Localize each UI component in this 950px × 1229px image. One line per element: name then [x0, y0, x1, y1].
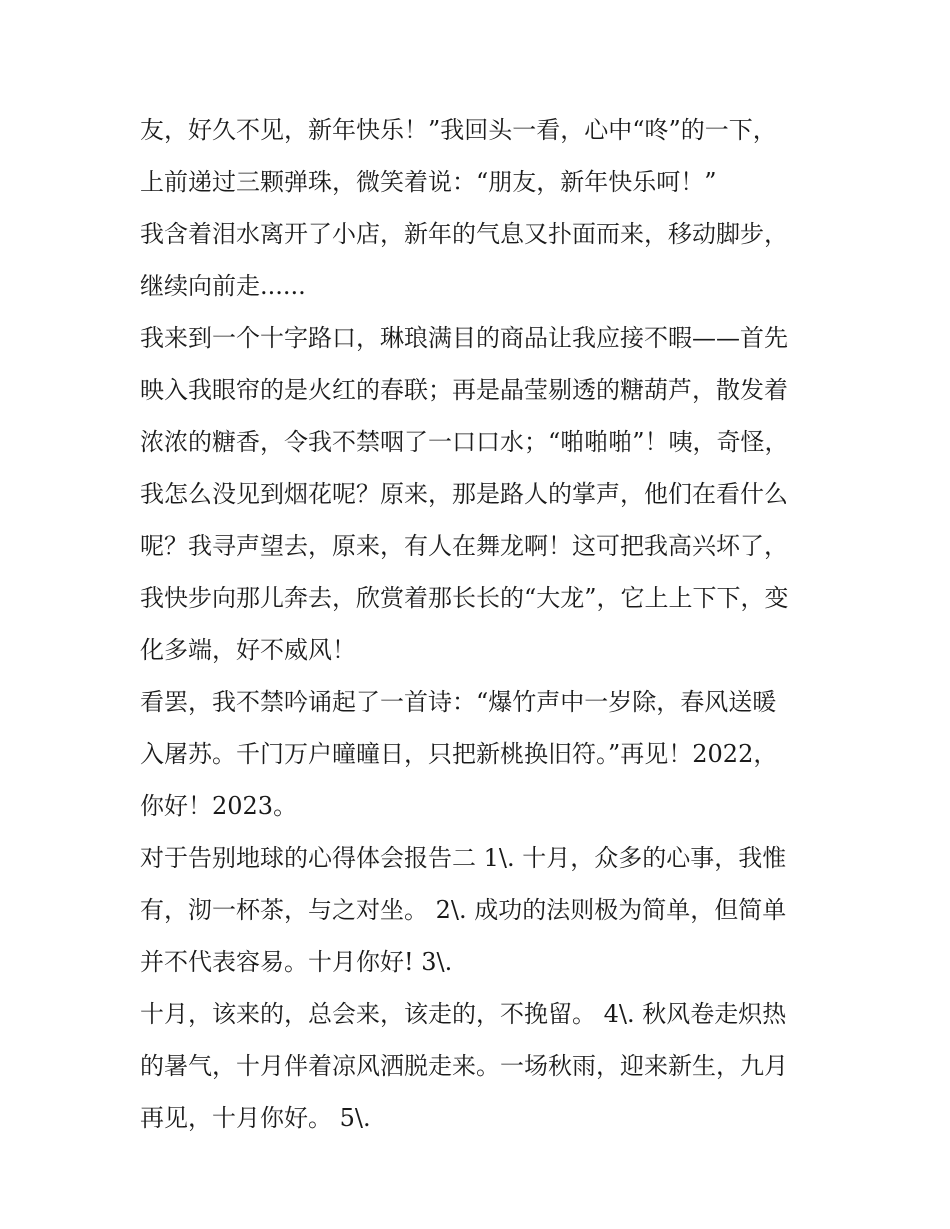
- text-line: 浓浓的糖香，令我不禁咽了一口口水；“啪啪啪”！咦，奇怪，: [140, 428, 789, 456]
- text-line: 映入我眼帘的是火红的春联；再是晶莹剔透的糖葫芦，散发着: [140, 376, 788, 404]
- text-line: 友，好久不见，新年快乐！”我回头一看，心中“咚”的一下，: [140, 116, 777, 144]
- text-line: 我怎么没见到烟花呢？原来，那是路人的掌声，他们在看什么: [140, 480, 788, 508]
- text-line: 我含着泪水离开了小店，新年的气息又扑面而来，移动脚步，: [140, 220, 788, 248]
- text-line: 我快步向那儿奔去，欣赏着那长长的“大龙”，它上上下下，变: [140, 584, 789, 612]
- text-line: 看罢，我不禁吟诵起了一首诗：“爆竹声中一岁除，春风送暖: [140, 688, 777, 716]
- text-line: 我来到一个十字路口，琳琅满目的商品让我应接不暇——首先: [140, 324, 788, 352]
- document-body: [140, 104, 820, 1144]
- text-line: 你好！2023。: [140, 792, 298, 820]
- text-line: 继续向前走......: [140, 272, 306, 300]
- text-line: 上前递过三颗弹珠，微笑着说：“朋友，新年快乐呵！”: [140, 168, 717, 196]
- text-line: 对于告别地球的心得体会报告二 1\. 十月，众多的心事，我惟: [140, 844, 787, 872]
- text-line: 入屠苏。千门万户曈曈日，只把新桃换旧符。”再见！2022，: [140, 740, 778, 768]
- text-line: 化多端，好不威风！: [140, 636, 356, 664]
- text-line: 有，沏一杯茶，与之对坐。 2\. 成功的法则极为简单，但简单: [140, 896, 787, 924]
- text-line: 并不代表容易。十月你好! 3\.: [140, 948, 453, 976]
- text-line: 呢？我寻声望去，原来，有人在舞龙啊！这可把我高兴坏了，: [140, 532, 788, 560]
- text-line: 十月，该来的，总会来，该走的，不挽留。 4\. 秋风卷走炽热: [140, 1000, 787, 1028]
- text-line: 的暑气，十月伴着凉风洒脱走来。一场秋雨，迎来新生，九月: [140, 1052, 788, 1080]
- text-line: 再见，十月你好。 5\.: [140, 1104, 371, 1132]
